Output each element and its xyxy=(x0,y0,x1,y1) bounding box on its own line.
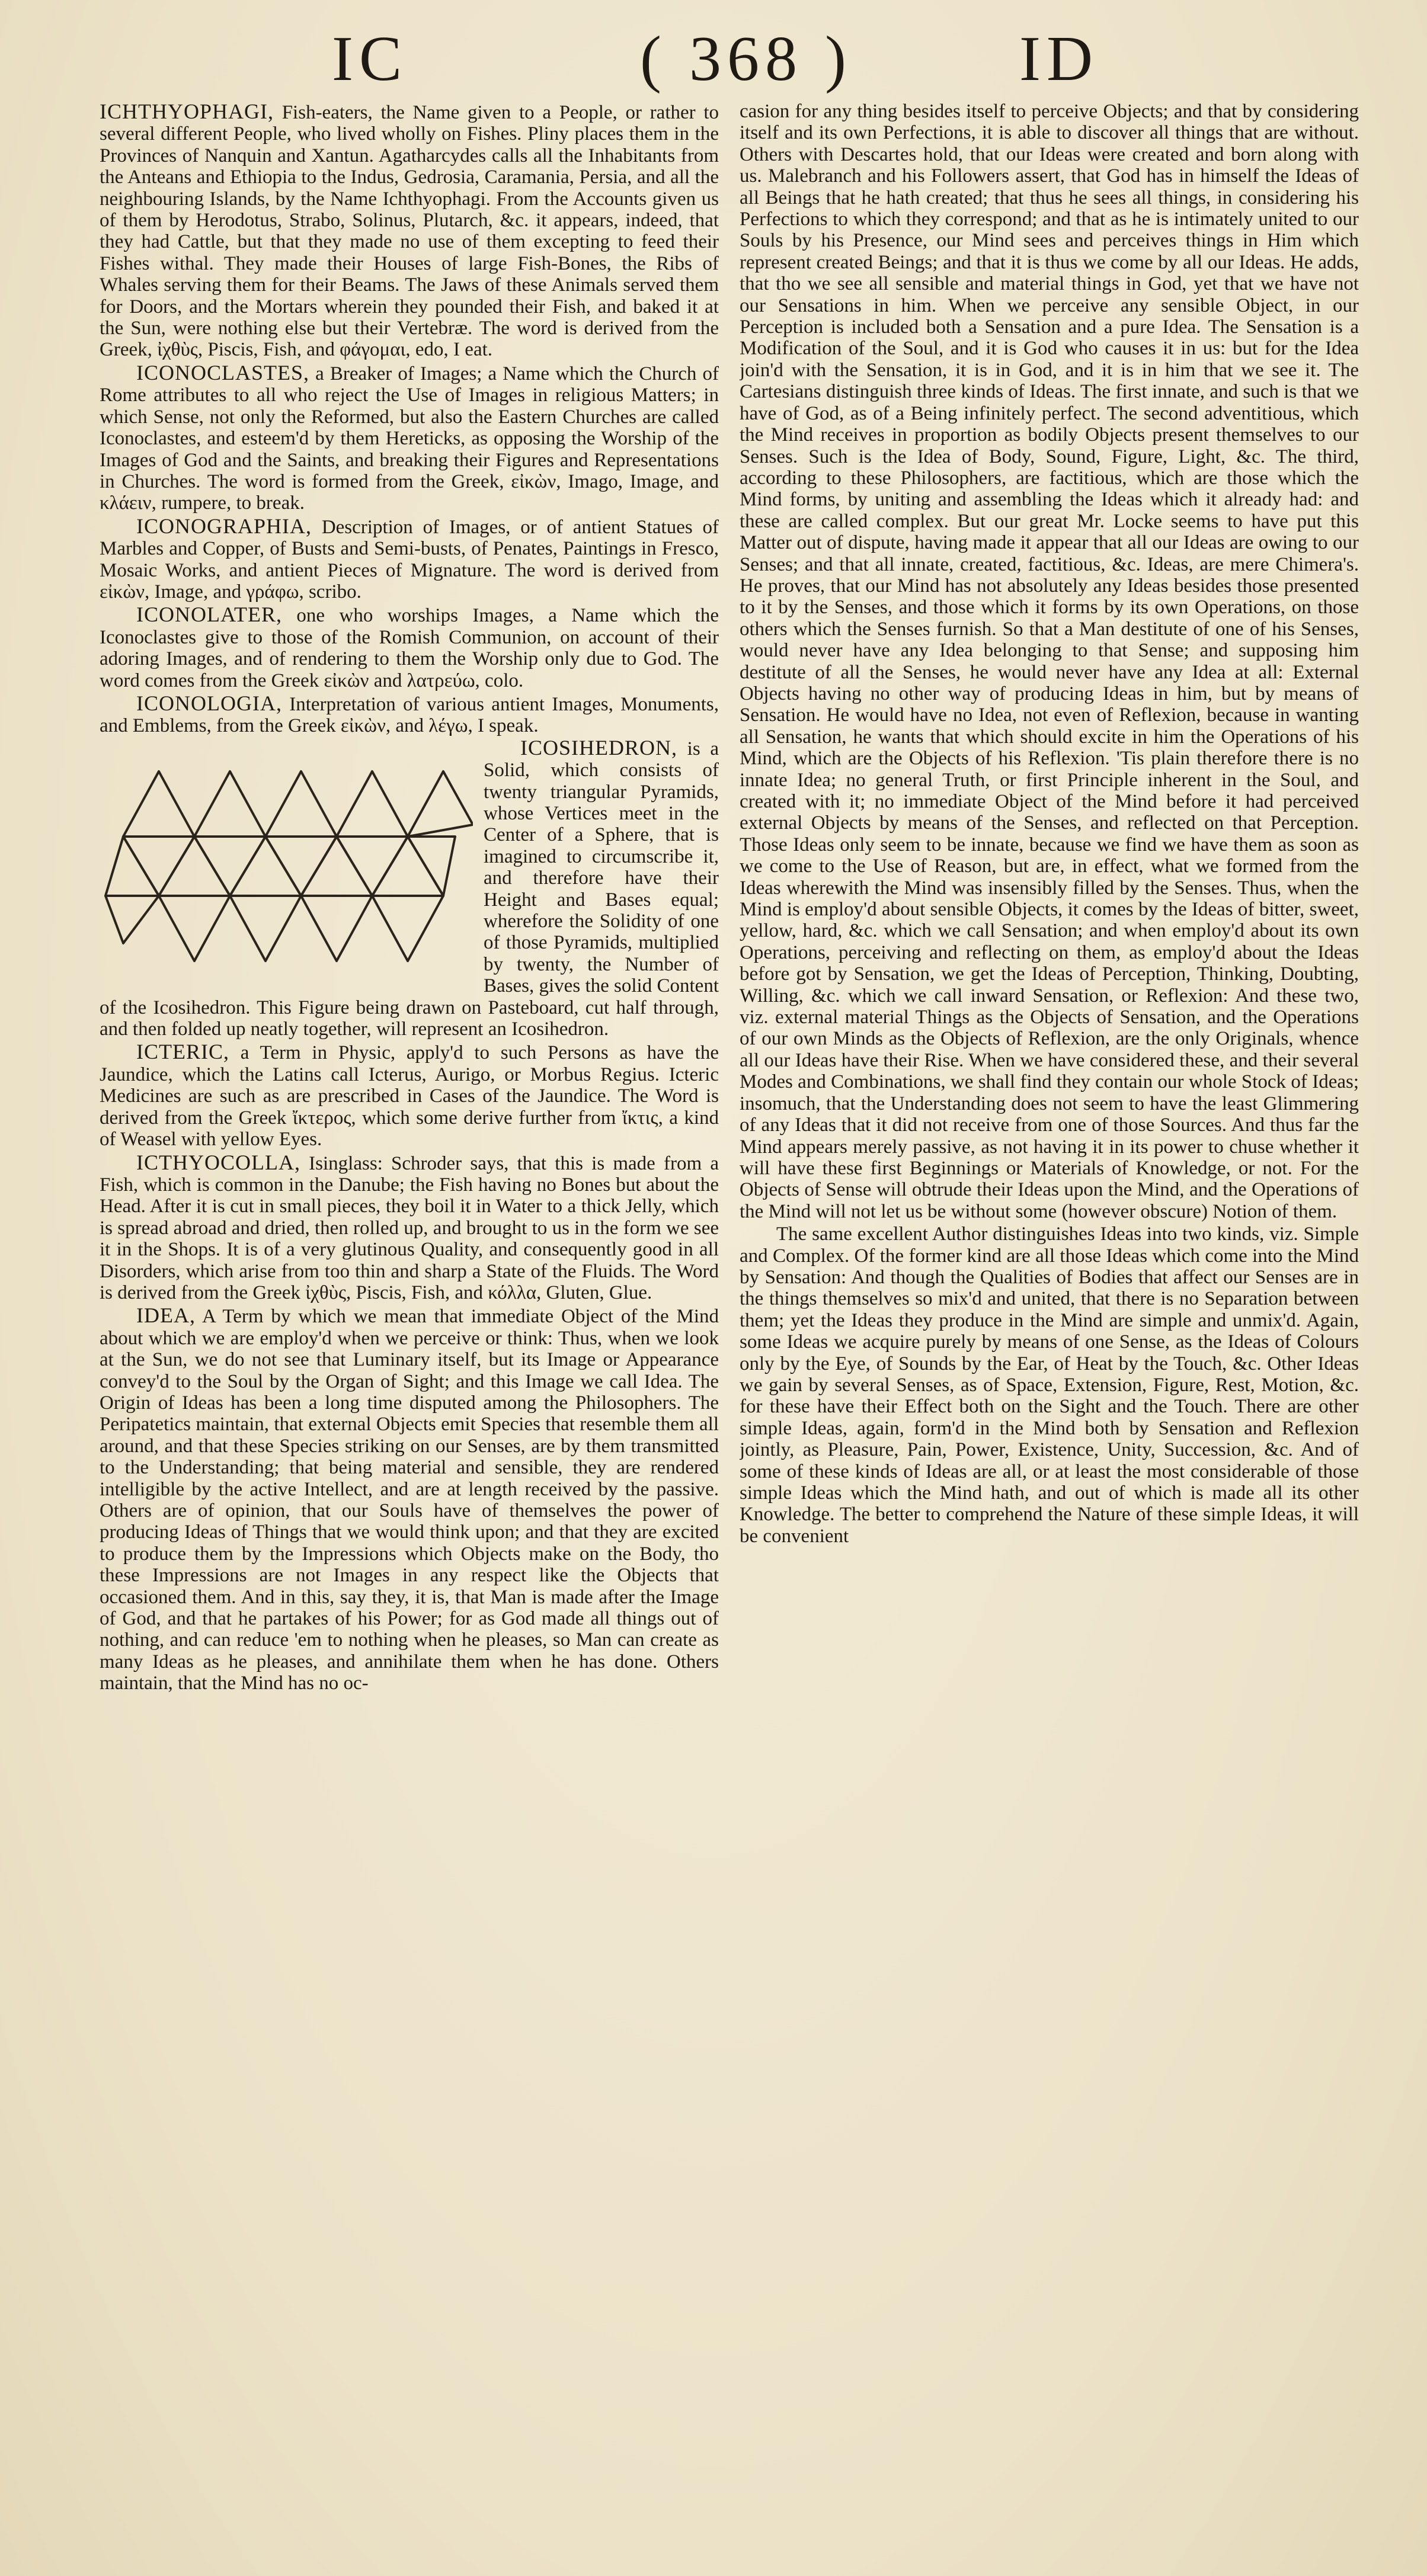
net-triangle xyxy=(159,837,230,896)
left-column xyxy=(100,101,719,2559)
header-right-letters: ID xyxy=(1019,24,1099,94)
entry-iconoclastes xyxy=(100,362,719,514)
headword: IDEA, xyxy=(136,1303,196,1328)
entry-text: a Breaker of Images; a Name which the Church of Rome attributes to all who reject the Use of Images in religious Matters; in which Sense, not only the Reformed, but also the Eastern Churches are called Iconoclastes, and esteem'd by them Hereticks, as opposing the Worship of the Images of God and the Saints, and breaking their Figures and Representations in Churches. The word is formed from the Greek, εἰκὼν, Imago, Image, and κλάειν, rumpere, to break. xyxy=(100,363,719,514)
net-triangle xyxy=(123,771,194,837)
net-triangle xyxy=(230,837,301,896)
icosihedron-net-figure xyxy=(100,748,473,985)
headword: ICONOLATER, xyxy=(136,603,282,627)
header-left-letters: IC xyxy=(332,24,408,94)
net-triangle xyxy=(265,771,337,837)
net-triangle xyxy=(194,837,265,896)
right-column xyxy=(740,101,1359,2559)
entry-text: Interpretation of various antient Images, Monuments, and Emblems, from the Greek εἰκὼν, and λέγω, I speak. xyxy=(100,693,719,737)
net-triangle xyxy=(123,837,194,896)
entry-icthyocolla xyxy=(100,1152,719,1304)
entry-iconolater xyxy=(100,604,719,691)
icosihedron-net-diagram xyxy=(100,748,473,985)
entry-iconologia xyxy=(100,693,719,737)
idea-continued-paragraph: casion for any thing besides itself to perceive Objects; and that by considering itself and its own Perfections, it is able to discover all things that are without. Others with Descartes hold, that our Ideas were created and born along with us. Malebranch and his Followers assert, that God has in himself the Ideas of all Beings that he hath created; that thus he sees all things, in considering his Perfections to which they correspond; and that as he is intimately united to our Souls by his Presence, our Mind sees and perceives things in Him which represent created Beings; and that it is thus we come by all our Ideas. He adds, that tho we see all sensible and material things in God, yet that we have not our Sensations in him. When we perceive any sensible Object, in our Perception is included both a Sensation and a pure Idea. The Sensation is a Modification of the Soul, and it is God who causes it in us: but for the Idea join'd with the Sensation, it is in God, and it is in him that we see it. The Cartesians distinguish three kinds of Ideas. The first innate, and such is that we have of God, as of a Being infinitely perfect. The second adventitious, which the Mind receives in proportion as bodily Objects present themselves to our Senses. Such is the Idea of Body, Sound, Figure, Light, &c. The third, according to these Philosophers, are factitious, which are those which the Mind forms, by uniting and assembling the Ideas which it already had: and these are called complex. But our great Mr. Locke seems to have put this Matter out of dispute, having made it appear that all our Ideas are owing to our Senses; and that all innate, created, factitious, &c. Ideas, are mere Chimera's. He proves, that our Mind has not absolutely any Ideas besides those presented to it by the Senses, and those which it forms by its own Operations, on those others which the Senses furnish. So that a Man destitute of one of his Senses, would never have any Idea belonging to that Sense; and supposing him destitute of all the Senses, he would never have any Idea at all: External Objects having no other way of producing Ideas in him, but by means of Sensation. He would have no Idea, not even of Reflexion, because in wanting all Sensation, he wants that which should excite in him the Operations of his Mind, which are the Objects of his Reflexion. 'Tis plain therefore there is no innate Idea; no general Truth, or first Principle inherent in the Soul, and created with it; no immediate Object of the Mind before it had perceived external Objects by means of the Senses, and reflected on that Perception. Those Ideas only seem to be innate, because we find we have them as soon as we come to the Use of Reason, but are, in effect, what we formed from the Ideas wherewith the Mind was insensibly filled by the Senses. Thus, when the Mind is employ'd about sensible Objects, it comes by the Ideas of bitter, sweet, yellow, hard, &c. which we call Sensation; and when employ'd about its own Operations, perceiving and reflecting on them, as employ'd about the Ideas before got by Sensation, we get the Ideas of Perception, Thinking, Doubting, Willing, &c. which we call inward Sensation, or Reflexion: And these two, viz. external material Things as the Objects of Sensation, and the Operations of our own Minds as the Objects of Reflexion, are the only Originals, whence all our Ideas have their Rise. When we have considered these, and their several Modes and Combinations, we shall find they contain our whole Stock of Ideas; insomuch, that the Understanding does not seem to have the least Glimmering of any Ideas that it did not receive from one of those Sources. And thus far the Mind appears merely passive, as not having it in its power to chuse whether it will have these first Beginnings or Materials of Knowledge, or not. For the Objects of Sense will obtrude their Ideas upon the Mind, and the Operations of the Mind will not let us be without some (however obscure) Notion of them. xyxy=(740,101,1359,1222)
entry-icteric xyxy=(100,1041,719,1150)
entry-idea xyxy=(100,1305,719,1694)
net-triangle xyxy=(301,837,372,896)
page-number: ( 368 ) xyxy=(640,24,852,94)
headword: ICTERIC, xyxy=(136,1040,229,1064)
headword: ICTHYOCOLLA, xyxy=(136,1150,300,1174)
net-triangle xyxy=(337,771,408,837)
net-triangle xyxy=(105,837,159,896)
headword: ICOSIHEDRON, xyxy=(520,735,678,760)
net-triangle xyxy=(408,771,473,837)
headword: ICONOCLASTES, xyxy=(136,360,310,385)
headword: ICONOGRAPHIA, xyxy=(136,514,312,538)
idea-simple-complex-paragraph: The same excellent Author distinguishes Ideas into two kinds, viz. Simple and Complex. Of the former kind are all those Ideas which come into the Mind by Sensation: And though the Qualities of Bodies that affect our Senses are in the things themselves so mix'd and united, that there is no Separation between them; yet the Ideas they produce in the Mind are simple and unmix'd. Again, some Ideas we acquire purely by means of one Sense, as the Ideas of Colours only by the Eye, of Sounds by the Ear, of Heat by the Touch, &c. Other Ideas we gain by several Senses, as of Space, Extension, Figure, Rest, Motion, &c. for these have their Effect both on the Sight and the Touch. There are other simple Ideas, again, form'd in the Mind both by Sensation and Reflexion jointly, as Pleasure, Pain, Power, Existence, Unity, Succession, &c. And of some of these kinds of Ideas are all, or at least the most considerable of those simple Ideas which the Mind hath, and out of which is made all its other Knowledge. The better to comprehend the Nature of these simple Ideas, it will be convenient xyxy=(740,1223,1359,1547)
headword: ICHTHYOPHAGI, xyxy=(100,101,274,123)
entry-text: a Term in Physic, apply'd to such Persons as have the Jaundice, which the Latins call Icterus, Aurigo, or Morbus Regius. Icteric Medicines are such as are prescribed in Cases of the Jaundice. The Word is derived from the Greek ἴκτερος, which some derive further from ἴκτις, a kind of Weasel with yellow Eyes. xyxy=(100,1042,719,1151)
entry-ichthyophagi xyxy=(100,101,719,361)
net-triangle xyxy=(301,896,372,961)
net-triangle xyxy=(159,896,230,961)
page-header xyxy=(0,23,1427,111)
net-triangle xyxy=(194,771,265,837)
net-triangle xyxy=(105,896,159,943)
entry-text: is a Solid, which consists of twenty triangular Pyramids, whose Vertices meet in the Center of a Sphere, that is imagined to circumscribe it, and therefore have their Height and Bases equal; wherefore the Solidity of one of those Pyramids, multiplied by twenty, the Number of Bases, gives the solid Content of the Icosihedron. This Figure being drawn on Pasteboard, cut half through, and then folded up neatly together, will represent an Icosihedron. xyxy=(100,738,719,1040)
net-triangle xyxy=(337,837,408,896)
entry-iconographia xyxy=(100,515,719,603)
entry-text: one who worships Images, a Name which the Iconoclastes give to those of the Romish Communion, on account of their adoring Images, and of rendering to them the Worship only due to God. The word comes from the Greek εἰκὼν and λατρεύω, colo. xyxy=(100,605,719,691)
entry-text: Fish-eaters, the Name given to a People, or rather to several different People, who lived wholly on Fishes. Pliny places them in the Provinces of Nanquin and Xantun. Agatharcydes calls all the Inhabitants from the Anteans and Ethiopia to the Indus, Gedrosia, Caramania, Persia, and all the neighbouring Islands, by the Name Ichthyophagi. From the Accounts given us of them by Herodotus, Strabo, Solinus, Plutarch, &c. it appears, indeed, that they had Cattle, but that they made no use of them excepting to feed their Fishes withal. They made their Houses of large Fish-Bones, the Ribs of Whales serving them for their Beams. The Jaws of these Animals served them for Doors, and the Mortars wherein they pounded their Fish, and baked it at the Sun, were nothing else but their Vertebræ. The word is derived from the Greek, ἰχθὺς, Piscis, Fish, and φάγομαι, edo, I eat. xyxy=(100,102,719,361)
net-triangle xyxy=(408,837,455,896)
net-triangle xyxy=(265,837,337,896)
headword: ICONOLOGIA, xyxy=(136,691,282,715)
entry-text: Isinglass: Schroder says, that this is made from a Fish, which is common in the Danube; the Fish having no Bones but about the Head. After it is cut in small pieces, they boil it in Water to a thick Jelly, which is spread abroad and dried, then rolled up, and brought to us in the form we see it in the Shops. It is of a very glutinous Quality, and consequently good in all Disorders, which arise from too thin and sharp a State of the Fluids. The Word is derived from the Greek ἰχθὺς, Piscis, Fish, and κόλλα, Gluten, Glue. xyxy=(100,1152,719,1303)
net-triangle xyxy=(230,896,301,961)
net-triangle xyxy=(372,896,443,961)
net-triangle xyxy=(372,837,443,896)
entry-text: Description of Images, or of antient Statues of Marbles and Copper, of Busts and Semi-busts, of Penates, Paintings in Fresco, Mosaic Works, and antient Pieces of Mignature. The word is derived from εἰκὼν, Image, and γράφω, scribo. xyxy=(100,516,719,603)
entry-text: A Term by which we mean that immediate Object of the Mind about which we are employ'd when we perceive or think: Thus, when we look at the Sun, we do not see that Luminary itself, but its Image or Appearance convey'd to the Soul by the Organ of Sight; and this Image we call Idea. The Origin of Ideas has been a long time disputed among the Philosophers. The Peripatetics maintain, that external Objects emit Species that resemble them all around, and that these Species striking on our Senses, are by them transmitted to the Understanding; that being material and sensible, they are rendered intelligible by the active Intellect, and are at length received by the passive. Others are of opinion, that our Souls have of themselves the power of producing Ideas of Things that we would think upon; and that they are excited to produce them by the Impressions which Objects make on the Body, tho these Impressions are not Images in any respect like the Objects that occasioned them. And in this, say they, it is, that Man is made after the Image of God, and that he partakes of his Power; for as God made all things out of nothing, and can reduce 'em to nothing when he pleases, so Man can create as many Ideas as he pleases, and annihilate them when he has done. Others maintain, that the Mind has no oc- xyxy=(100,1306,719,1694)
